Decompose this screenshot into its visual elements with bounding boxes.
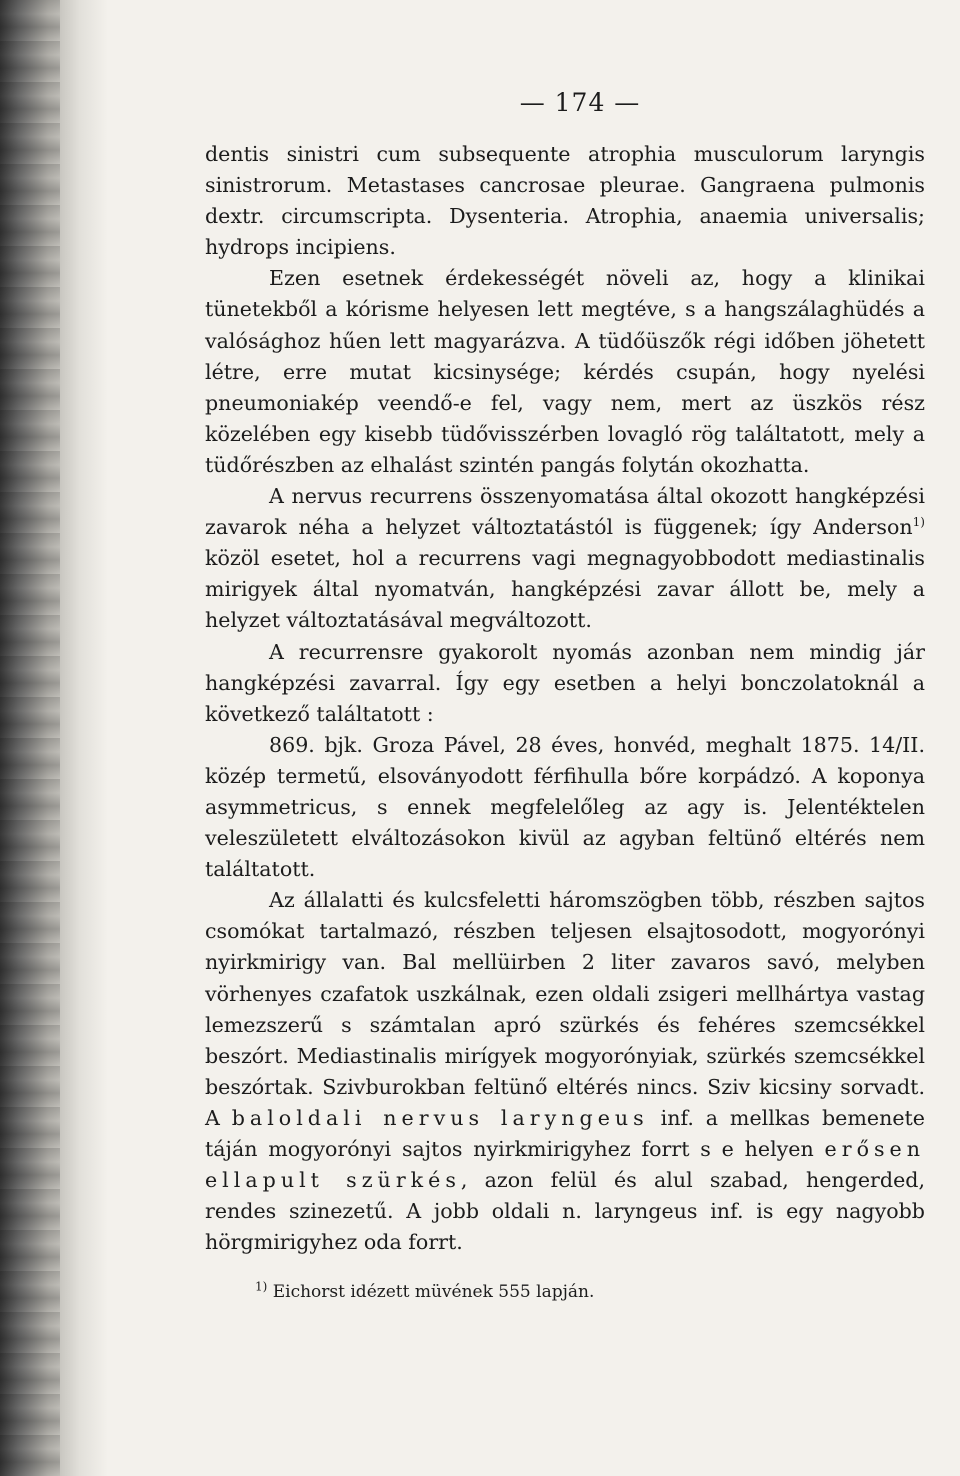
paragraph-6	[205, 885, 925, 1258]
body-text	[205, 139, 925, 1258]
footnote-marker: 1)	[255, 1279, 268, 1294]
page-number: — 174 —	[519, 88, 641, 117]
book-page	[205, 60, 925, 1304]
footnote	[205, 1280, 925, 1304]
paragraph-1: dentis sinistri cum subsequente atrophia musculorum laryngis sinistrorum. Metastases cancrosae pleurae. Gangraena pulmonis dextr. circumscripta. Dysenteria. Atrophia, anaemia universalis; hydrops incipiens.	[205, 142, 925, 260]
footnote-reference: 1)	[912, 515, 925, 530]
footnote-text: Eichorst idézett müvének 555 lapján.	[267, 1282, 595, 1303]
book-binding-edge	[0, 0, 108, 1476]
paragraph-6-spaced-2: erősen ellapult szürkés	[205, 1137, 925, 1193]
paragraph-3	[205, 481, 925, 636]
paragraph-6-text-c: , azon felül és alul szabad, hengerded, rendes szinezetű. A jobb oldali n. laryngeus inf. is egy nagyobb hörgmirigyhez oda forrt.	[205, 1168, 925, 1255]
paragraph-6-text-b: inf. a mellkas bemenete táján mogyorónyi sajtos nyirkmirigyhez forrt s e helyen	[205, 1105, 925, 1161]
paragraph-2: Ezen esetnek érdekességét növeli az, hogy a klinikai tünetekből a kórisme helyesen lett megtéve, s a hangszálaghüdés a valósághoz hűen lett magyarázva. A tüdőüszők régi időben jöhetett létre, erre mutat kicsinysége; kérdés csupán, hogy nyelési pneumoniakép veendő-e fel, vagy nem, mert az üszkös rész közelében egy kisebb tüdővisszérben lovagló rög találtatott, mely a tüdőrészben az elhalást szintén pangás folytán okozhatta.	[205, 266, 925, 477]
paragraph-5: 869. bjk. Groza Pável, 28 éves, honvéd, meghalt 1875. 14/II. közép termetű, elsoványodott férfihulla bőre korpádzó. A koponya asymmetricus, s ennek megfelelőleg az agy is. Jelentéktelen veleszületett elváltozásokon kivül az agyban feltünő eltérés nem találtatott.	[205, 732, 925, 882]
paragraph-3-text-start: A nervus recurrens összenyomatása által okozott hangképzési zavarok néha a helyzet változtatástól is függenek; így Anderson	[205, 484, 925, 540]
paragraph-4: A recurrensre gyakorolt nyomás azonban nem mindig jár hangképzési zavarral. Így egy esetben a helyi bonczolatoknál a következő találtatott :	[205, 639, 925, 726]
paragraph-6-spaced-1: baloldali nervus laryngeus	[231, 1105, 649, 1130]
paragraph-3-text-end: közöl esetet, hol a recurrens vagi megnagyobbodott mediastinalis mirigyek által nyomatván, hangképzési zavar állott be, mely a helyzet változtatásával megváltozott.	[205, 546, 925, 633]
paragraph-6-text-a: Az állalatti és kulcsfeletti háromszögben több, részben sajtos csomókat tartalmazó, részben teljesen elsajtosodott, mogyorónyi nyirkmirigy van. Bal mellüirben 2 liter zavaros savó, melyben vörhenyes czafatok uszkálnak, ezen oldali zsigeri mellhártya vastag lemezszerű s számtalan apró szürkés és fehéres szemcsékkel beszórt. Mediastinalis mirígyek mogyorónyiak, szürkés szemcsékkel beszórtak. Szivburokban feltünő eltérés nincs. Sziv kicsiny sorvadt. A	[205, 888, 925, 1130]
